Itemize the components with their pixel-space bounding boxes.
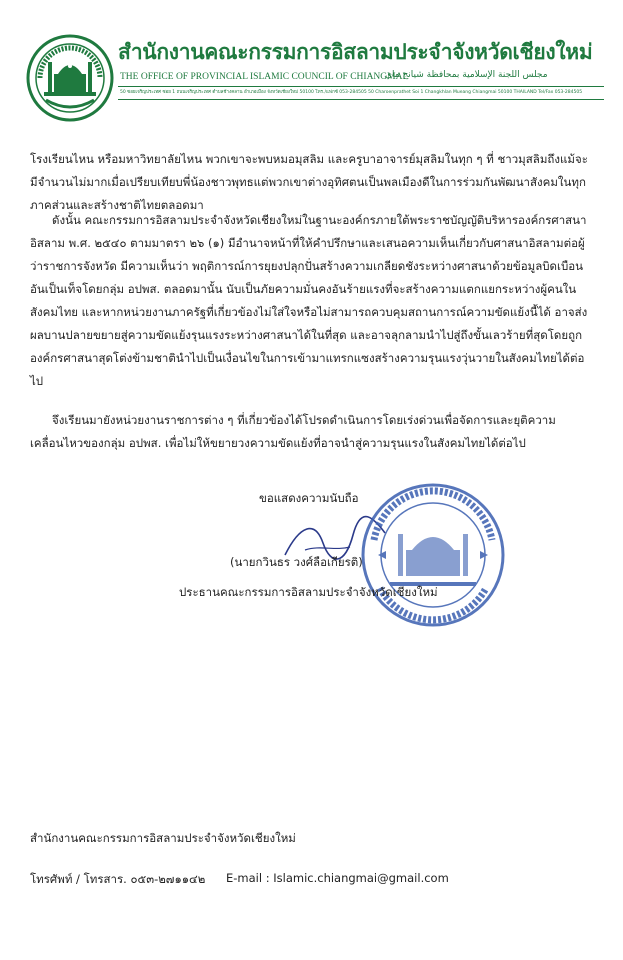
body-paragraph-1: โรงเรียนไหน หรือมหาวิทยาลัยไหน พวกเขาจะพบหมอมุสลิม และครูบาอาจารย์มุสลิมในทุก ๆ ที่ ชาวมุสลิมถึงแม้จะมีจำนวนไม่มากเมื่อเปรียบเทียบพี่น้องชาวพุทธแต่พวกเขาต่างอุทิศตนเป็นพลเมืองดีในการร่วมกันพัฒนาสังคมในทุกภาคส่วนและสร้างชาติไทยตลอดมา bbox=[30, 152, 588, 212]
footer-phone: โทรศัพท์ / โทรสาร. ๐๕๓-๒๗๑๑๔๒ bbox=[30, 872, 206, 886]
footer-organization: สำนักงานคณะกรรมการอิสลามประจำจังหวัดเชียงใหม่ bbox=[30, 831, 296, 845]
closing-salutation: ขอแสดงความนับถือ bbox=[259, 491, 359, 505]
org-name-english: THE OFFICE OF PROVINCIAL ISLAMIC COUNCIL OF CHIANGMAI bbox=[120, 72, 406, 82]
org-name-thai: สำนักงานคณะกรรมการอิสลามประจำจังหวัดเชียงใหม่ bbox=[118, 40, 593, 64]
letterhead-rule-bottom bbox=[118, 99, 604, 100]
mosque-emblem-icon bbox=[26, 34, 114, 122]
org-name-arabic: مجلس اللجنة الإسلامية بمحافظة شيانج ماي bbox=[385, 70, 548, 80]
signer-name: (นายกวินธร วงศ์ลือเกียรติ) bbox=[230, 555, 363, 569]
letterhead-address: 50 ซอยเจริญประเทศ ซอย 1 ถนนเจริญประเทศ ตำบลช้างคลาน อำเภอเมือง จังหวัดเชียงใหม่ 50100 โทร./แฟกซ์ 053-284505 50 Charoenprathet Soi 1 Changkhlan Mueang Chiangmai 50100 THAILAND Tel/Fax 053-284505 bbox=[120, 90, 583, 95]
letterhead-rule-top bbox=[118, 86, 604, 87]
body-paragraph-3: จึงเรียนมายังหน่วยงานราชการต่าง ๆ ที่เกี่ยวข้องได้โปรดดำเนินการโดยเร่งด่วนเพื่อจัดการและยุติความเคลื่อนไหวของกลุ่ม อปพส. เพื่อไม่ให้ขยายวงความขัดแย้งที่อาจนำสู่ความรุนแรงในสังคมไทยได้ต่อไป bbox=[30, 413, 556, 450]
body-paragraph-2: ดังนั้น คณะกรรมการอิสลามประจำจังหวัดเชียงใหม่ในฐานะองค์กรภายใต้พระราชบัญญัติบริหารองค์กรศาสนาอิสลาม พ.ศ. ๒๕๔๐ ตามมาตรา ๒๖ (๑) มีอำนาจหน้าที่ให้คำปรึกษาและเสนอความเห็นเกี่ยวกับศาสนาอิสลามต่อผู้ว่าราชการจังหวัด มีความเห็นว่า พฤติการณ์การยุยงปลุกปั่นสร้างความเกลียดชังระหว่างศาสนาด้วยข้อมูลบิดเบือนอันเป็นเท็จโดยกลุ่ม อปพส. ตลอดมานั้น นับเป็นภัยความมั่นคงอันร้ายแรงที่จะสร้างความแตกแยกระหว่างผู้คนในสังคมไทย และหากหน่วยงานภาครัฐที่เกี่ยวข้องไม่ใส่ใจหรือไม่สามารถควบคุมสถานการณ์ความขัดแย้งนี้ได้ อาจส่งผลบานปลายขยายสู่ความขัดแย้งรุนแรงระหว่างศาสนาได้ในที่สุด และอาจลุกลามนำไปสู่ถึงขั้นเลวร้ายที่สุดโดยถูกองค์กรศาสนาสุดโต่งข้ามชาตินำไปเป็นเงื่อนไขในการเข้ามาแทรกแซงสร้างความรุนแรงวุ่นวายในสังคมไทยได้ต่อไป bbox=[30, 213, 588, 388]
official-seal-icon bbox=[358, 480, 508, 630]
footer-email: E-mail : Islamic.chiangmai@gmail.com bbox=[226, 871, 449, 885]
signer-title: ประธานคณะกรรมการอิสลามประจำจังหวัดเชียงใหม่ bbox=[179, 585, 438, 599]
